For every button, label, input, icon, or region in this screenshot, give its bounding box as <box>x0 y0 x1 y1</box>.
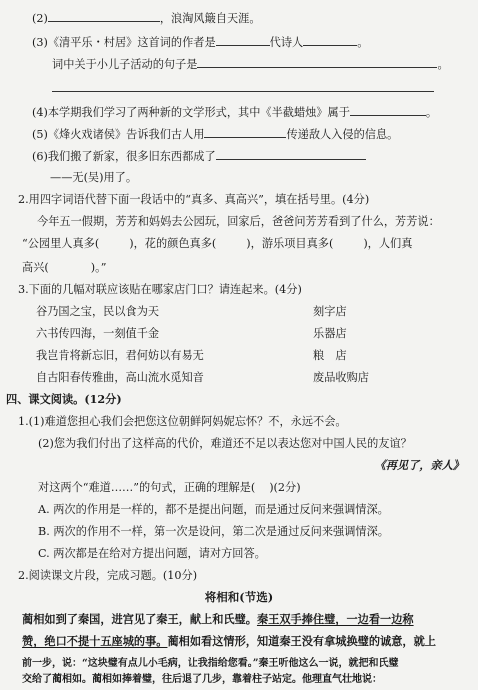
shop-1[interactable]: 刻字店 <box>313 305 347 318</box>
q2-paragraph-line1: 今年五一假期，芳芳和妈妈去公园玩，回家后，爸爸问芳芳看到了什么，芳芳说： <box>37 215 440 228</box>
passage-line-4: 交给了蔺相如。蔺相如捧着璧，往后退了几步，靠着柱子站定。他理直气壮地说： <box>22 674 382 685</box>
option-c[interactable]: C. 两次都是在给对方提出问题，请对方回答。 <box>38 547 266 560</box>
answer-blank[interactable] <box>48 10 160 22</box>
q2-paragraph-line3: 高兴( )。” <box>22 261 107 274</box>
answer-blank[interactable] <box>204 126 286 138</box>
shop-4[interactable]: 废品收购店 <box>313 371 369 384</box>
couplet-3: 我岂肯将新忘旧，君何妨以有易无 粮 店 <box>36 349 347 362</box>
q1-item5: (5)《烽火戏诸侯》告诉我们古人用 传递敌人入侵的信息。 <box>32 128 399 141</box>
couplet-2: 六书传四海，一刻值千金 乐器店 <box>36 327 347 340</box>
option-b[interactable]: B. 两次的作用不一样，第一次是设问，第二次是通过反问来强调情深。 <box>38 525 389 538</box>
source-citation: 《再见了，亲人》 <box>374 458 464 472</box>
couplet-1: 谷乃国之宝，民以食为天 刻字店 <box>36 305 347 318</box>
s4-q1-sentence1: 1.(1)难道您担心我们会把您这位朝鲜阿妈妮忘怀？不，永远不会。 <box>18 415 347 428</box>
answer-blank[interactable] <box>303 34 357 46</box>
q1-item3b: 词中关于小儿子活动的句子是 。 <box>52 58 449 71</box>
section-4-header: 四、课文阅读。(12分) <box>6 392 122 406</box>
s4-q2-stem: 2.阅读课文片段，完成习题。(10分) <box>18 569 198 582</box>
shop-2[interactable]: 乐器店 <box>313 327 347 340</box>
passage-title: 将相和(节选) <box>204 590 274 604</box>
couplet-4: 自古阳春传雅曲，高山流水觅知音 废品收购店 <box>36 371 369 384</box>
q2-paragraph-line2: “公园里人真多( )，花的颜色真多( )，游乐项目真多( )，人们真 <box>22 237 413 250</box>
answer-blank[interactable] <box>197 56 437 68</box>
q1-item4: (4)本学期我们学习了两种新的文学形式，其中《半截蜡烛》属于 。 <box>32 106 438 119</box>
q1-item3b-continued <box>52 80 478 96</box>
q1-item2: (2) ，浪淘风簸自天涯。 <box>32 12 261 25</box>
q1-item6: (6)我们搬了新家，很多旧东西都成了 <box>32 148 478 164</box>
passage-line-1: 蔺相如到了秦国，进宫见了秦王，献上和氏璧。秦王双手捧住璧，一边看一边称 <box>22 612 414 626</box>
passage-line-2: 赞，绝口不提十五座城的事。蔺相如看这情形，知道秦王没有拿城换璧的诚意，就上 <box>22 634 436 648</box>
s4-q1-prompt: 对这两个“难道……”的句式，正确的理解是( )(2分) <box>38 481 301 494</box>
q1-item6-continued: ——无(吴)用了。 <box>50 171 138 184</box>
option-a[interactable]: A. 两次的作用是一样的，都不是提出问题，而是通过反问来强调情深。 <box>38 503 389 516</box>
shop-3[interactable]: 粮 店 <box>313 349 347 362</box>
passage-line-3: 前一步，说：“这块璧有点儿小毛病，让我指给您看。”秦王听他这么一说，就把和氏璧 <box>22 658 399 669</box>
answer-blank[interactable] <box>216 148 366 160</box>
answer-blank[interactable] <box>52 80 434 92</box>
answer-blank[interactable] <box>350 104 426 116</box>
s4-q1-sentence2: (2)您为我们付出了这样高的代价，难道还不足以表达您对中国人民的友谊？ <box>38 437 412 450</box>
q3-stem: 3.下面的几幅对联应该贴在哪家店门口？请连起来。(4分) <box>18 283 302 296</box>
q2-stem: 2.用四字词语代替下面一段话中的“真多、真高兴”，填在括号里。(4分) <box>18 193 370 206</box>
answer-blank[interactable] <box>216 34 270 46</box>
q1-item3: (3)《清平乐・村居》这首词的作者是 代诗人 。 <box>32 36 369 49</box>
